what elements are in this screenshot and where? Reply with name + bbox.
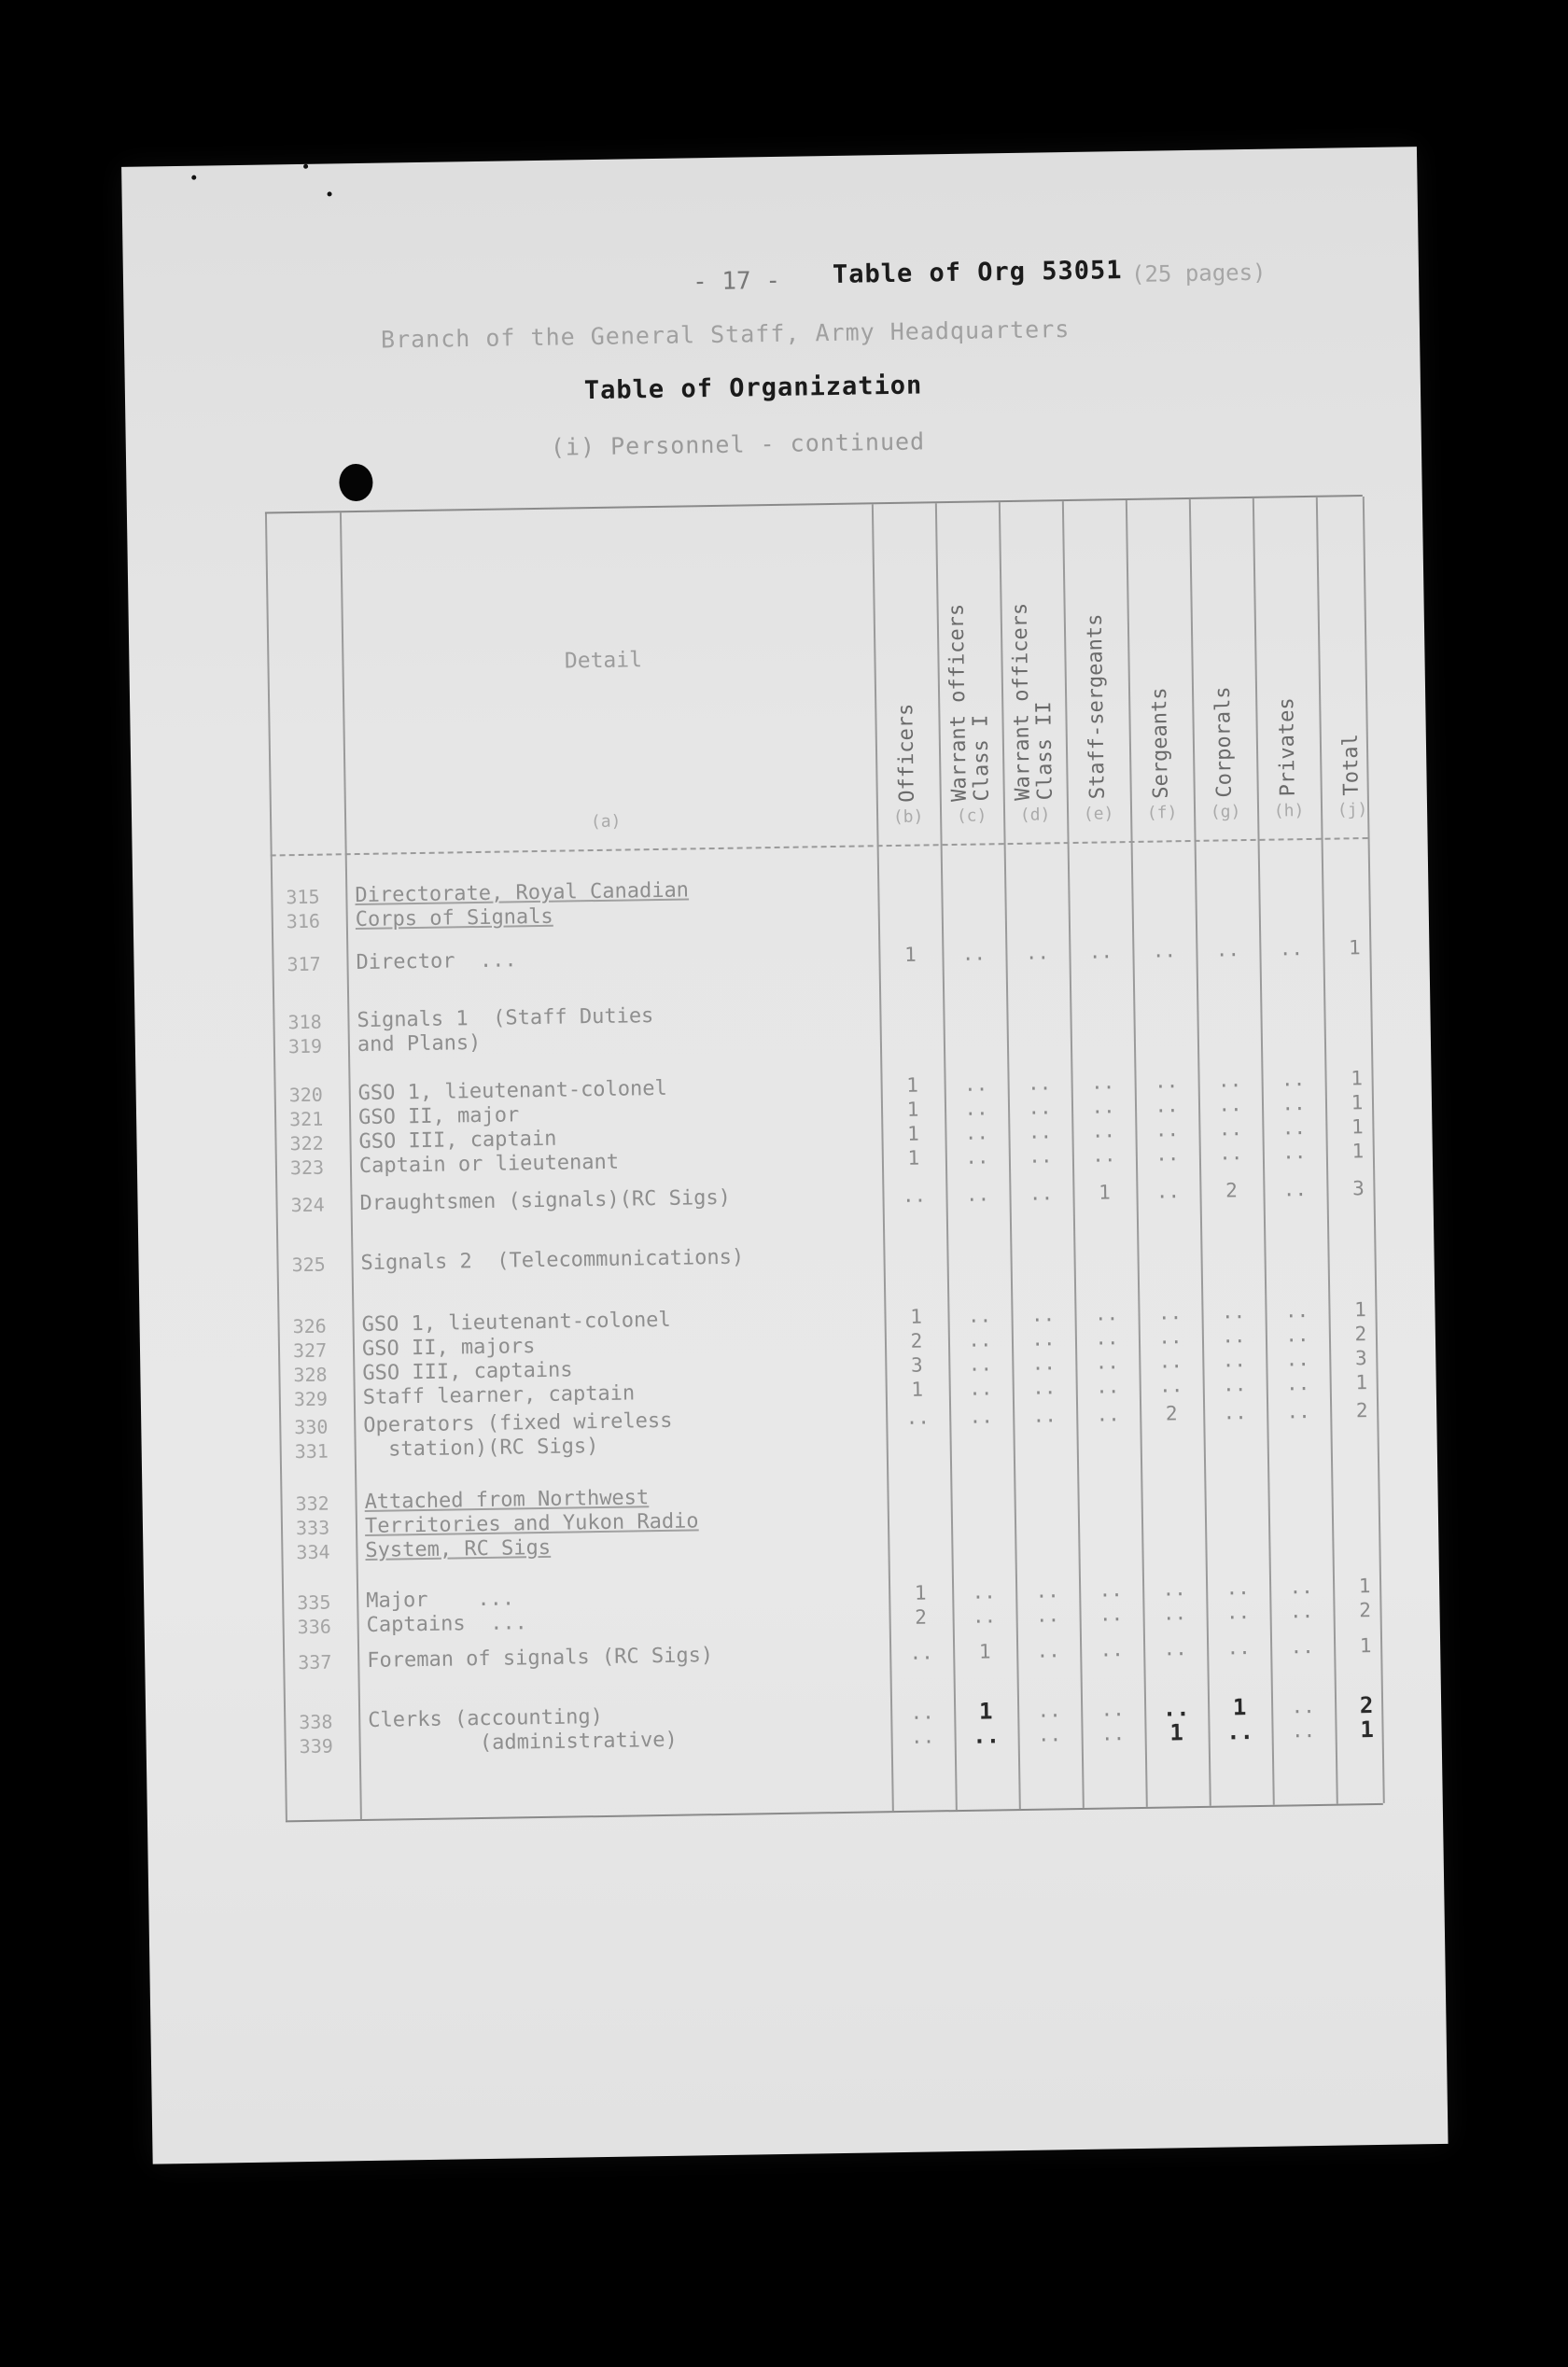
line-number: 320 321 322 323 [288, 1083, 325, 1180]
table-cell: .. .. .. .. [1090, 1071, 1116, 1167]
column-rule [265, 513, 287, 1820]
table-cell: .. .. .. .. [1221, 1300, 1247, 1396]
column-letter: (e) [1083, 804, 1114, 824]
table-cell: .. [1036, 1639, 1061, 1662]
table-cell [1008, 998, 1068, 999]
table-cell: .. .. [972, 1580, 997, 1628]
table-cell: .. [1286, 1400, 1311, 1423]
column-header [1189, 517, 1257, 798]
table-cell: .. .. [1162, 1577, 1187, 1625]
table-cell [948, 1241, 1008, 1242]
table-cell [1070, 872, 1129, 873]
table-cell: 1 2 [1358, 1575, 1372, 1622]
column-header-label: Total [1338, 733, 1364, 796]
table-cell: .. .. .. .. [1157, 1301, 1183, 1397]
table-cell: 1 [903, 943, 917, 966]
detail-column-header: Detail [564, 648, 643, 674]
document-subtitle: Branch of the General Staff, Army Headquarters [380, 315, 1071, 354]
table-cell: 3 [1351, 1177, 1365, 1200]
column-letter: (d) [1019, 805, 1051, 825]
table-cell [1333, 1475, 1393, 1476]
table-cell: .. [1032, 1404, 1057, 1427]
table-row [280, 1475, 1378, 1564]
column-header [1062, 519, 1130, 800]
table-cell: .. [965, 1183, 990, 1206]
header-separator [271, 837, 1368, 856]
table-row [271, 868, 1368, 933]
column-letter: (b) [892, 806, 924, 827]
line-number: 326 327 328 329 [292, 1314, 329, 1411]
table-cell: .. .. .. .. [967, 1304, 993, 1400]
table-cell [1197, 870, 1256, 871]
column-letter: (g) [1210, 802, 1241, 822]
table-cell: .. .. .. .. [1027, 1071, 1053, 1168]
line-number: 318 319 [287, 1010, 323, 1058]
line-number: 317 [287, 952, 321, 976]
column-header [872, 522, 940, 803]
table-row [284, 1692, 1381, 1758]
table-row [274, 1066, 1372, 1180]
detail-text: Clerks (accounting) (administrative) [368, 1705, 678, 1757]
table-cell [1325, 993, 1385, 994]
table-row [272, 935, 1369, 976]
line-number: 335 336 [297, 1590, 331, 1639]
table-cell: .. .. [1291, 1695, 1316, 1743]
table-cell [1262, 994, 1322, 995]
line-number: 330 331 [294, 1415, 329, 1464]
column-header-label: Privates [1275, 697, 1300, 797]
column-header-label: Staff-sergeants [1083, 613, 1110, 800]
table-cell: 2 [1225, 1179, 1238, 1202]
table-cell [1266, 1237, 1325, 1238]
table-cell [881, 1000, 941, 1001]
table-cell [1012, 1240, 1071, 1241]
table-cell: .. [1226, 1636, 1251, 1660]
document-title: Table of Organization [583, 371, 923, 406]
table-cell: .. [961, 942, 987, 965]
table-cell: .. [1215, 938, 1240, 961]
detail-text: GSO 1, lieutenant-colonel GSO II, majors GSO III, captains Staff learner, captain [361, 1308, 671, 1409]
punch-hole [339, 464, 373, 502]
line-number: 332 333 334 [295, 1492, 330, 1564]
table-cell: 1 .. [1225, 1694, 1254, 1745]
table-cell: .. [1163, 1637, 1187, 1660]
detail-text: Signals 2 (Telecommunications) [360, 1245, 745, 1276]
table-cell: .. .. [1289, 1576, 1314, 1623]
detail-text: Signals 1 (Staff Duties and Plans) [357, 1004, 654, 1057]
table-cell: .. .. [910, 1701, 935, 1748]
column-header-label: Sergeants [1147, 687, 1173, 799]
table-cell: 1 1 1 1 [906, 1073, 920, 1169]
column-header [999, 520, 1067, 801]
column-header-label: Warrant officers Class II [1008, 602, 1057, 802]
form-title: Table of Org 53051 [832, 256, 1123, 289]
table-cell: .. [902, 1184, 927, 1207]
table-cell: .. .. [1100, 1698, 1126, 1745]
table-cell: .. [905, 1406, 931, 1429]
personnel-table [265, 495, 1383, 1822]
table-cell: .. [1290, 1635, 1314, 1659]
table-cell: 1 [1359, 1634, 1372, 1658]
table-cell: 1 2 [914, 1581, 928, 1629]
table-cell: 1 2 3 1 [1353, 1298, 1368, 1394]
table-cell: .. [1096, 1403, 1121, 1426]
table-cell: .. [1025, 941, 1050, 964]
detail-text: Major ... Captains ... [366, 1587, 528, 1637]
detail-text: Director ... [356, 948, 517, 975]
table-cell: .. .. [1225, 1576, 1251, 1624]
table-cell: 2 [1165, 1402, 1178, 1425]
table-row [277, 1297, 1375, 1411]
table-cell: .. .. [1037, 1699, 1062, 1746]
table-cell: .. [1088, 940, 1113, 963]
column-header-label: Officers [894, 703, 919, 803]
table-cell: .. .. .. .. [1094, 1302, 1120, 1398]
table-cell: 1 [1098, 1181, 1111, 1204]
detail-text: Attached from Northwest Territories and Yukon Radio System, RC Sigs [364, 1486, 699, 1562]
table-row [282, 1574, 1379, 1639]
paper-speck [191, 175, 196, 180]
table-row [273, 993, 1370, 1058]
table-cell: .. [1282, 1178, 1308, 1201]
table-cell [1139, 1239, 1198, 1240]
table-cell [943, 874, 1002, 875]
table-cell [1206, 1477, 1266, 1478]
table-cell [1198, 995, 1258, 996]
table-cell [952, 1480, 1012, 1481]
table-cell [945, 999, 1004, 1000]
column-header [1126, 518, 1194, 799]
column-header [935, 521, 1003, 802]
column-letter: (j) [1337, 800, 1368, 820]
table-cell [1015, 1479, 1075, 1480]
table-cell [1323, 868, 1383, 869]
table-cell [1071, 997, 1131, 998]
line-number: 325 [291, 1253, 326, 1277]
table-cell: .. .. [1099, 1578, 1124, 1626]
column-letter: (c) [956, 805, 987, 826]
table-cell: 2 1 [1359, 1692, 1374, 1744]
table-cell: .. [1223, 1401, 1248, 1424]
table-cell: .. .. [1035, 1579, 1060, 1627]
table-cell: .. [1029, 1182, 1054, 1205]
detail-text: Draughtsmen (signals)(RC Sigs) [359, 1185, 732, 1216]
table-cell: .. 1 [1162, 1695, 1190, 1746]
table-cell [1269, 1476, 1329, 1477]
column-header [1316, 515, 1384, 796]
table-cell: 2 [1355, 1399, 1368, 1422]
table-cell [1260, 869, 1320, 870]
table-cell: .. [1152, 939, 1177, 962]
detail-text: Directorate, Royal Canadian Corps of Signals [355, 878, 690, 932]
column-header [1253, 516, 1321, 797]
table-cell: 1 1 1 1 [1351, 1067, 1365, 1163]
paper-speck [303, 164, 308, 169]
table-cell: .. [909, 1641, 934, 1664]
table-cell [1006, 873, 1066, 874]
table-cell: .. .. .. .. [1217, 1069, 1243, 1165]
document-page [121, 147, 1448, 2164]
table-cell: .. [1099, 1638, 1124, 1661]
table-cell: .. .. .. .. [1154, 1070, 1180, 1166]
table-cell [1133, 871, 1193, 872]
table-cell [1329, 1236, 1389, 1237]
table-cell [889, 1481, 948, 1482]
column-header-label: Warrant officers Class I [945, 603, 994, 803]
page-number: - 17 - [692, 266, 781, 297]
table-cell: 1 .. [972, 1698, 1001, 1749]
detail-column-letter: (a) [590, 811, 622, 833]
table-cell [1079, 1478, 1139, 1479]
table-cell: .. .. .. .. [1281, 1068, 1307, 1164]
line-number: 338 339 [299, 1710, 333, 1758]
table-row [275, 1176, 1373, 1217]
table-cell [1135, 996, 1195, 997]
table-cell: .. .. .. .. [963, 1072, 989, 1169]
table-cell: 1 [1348, 936, 1361, 959]
table-cell [1202, 1238, 1262, 1239]
line-number: 324 [290, 1193, 325, 1217]
line-number: 337 [298, 1650, 332, 1674]
column-header-label: Corporals [1211, 686, 1237, 798]
pages-note: (25 pages) [1130, 259, 1267, 287]
detail-text: Foreman of signals (RC Sigs) [367, 1644, 714, 1673]
table-cell: .. [1155, 1180, 1181, 1203]
line-number: 315 316 [286, 885, 321, 933]
table-cell: .. [1279, 937, 1304, 960]
detail-text: Operators (fixed wireless station)(RC Sigs) [363, 1408, 673, 1462]
section-title: (i) Personnel - continued [550, 427, 926, 461]
table-cell: .. [969, 1405, 994, 1428]
table-cell: 1 2 3 1 [910, 1305, 924, 1401]
table-cell: .. .. .. .. [1030, 1303, 1057, 1399]
detail-text: GSO 1, lieutenant-colonel GSO II, major GSO III, captain Captain or lieutenant [357, 1076, 668, 1179]
paper-speck [328, 191, 332, 196]
column-letter: (f) [1146, 803, 1178, 823]
table-cell: .. .. .. .. [1284, 1299, 1310, 1395]
column-letter: (h) [1273, 801, 1305, 821]
table-cell [885, 1242, 945, 1243]
table-cell: 1 [978, 1640, 991, 1663]
table-row [276, 1236, 1374, 1277]
